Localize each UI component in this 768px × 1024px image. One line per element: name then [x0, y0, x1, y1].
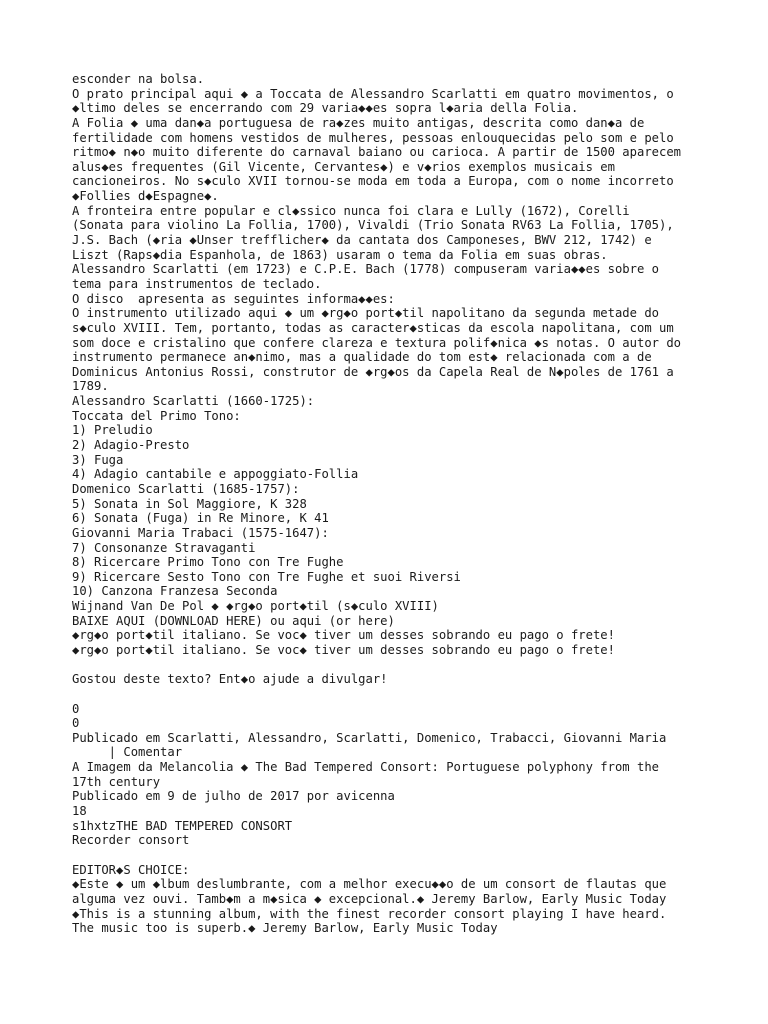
download-link-line[interactable]: BAIXE AQUI (DOWNLOAD HERE) ou aqui (or here) [72, 613, 395, 628]
text-line: Dominicus Antonius Rossi, construtor de ◆rg◆os da Capela Real de N◆poles de 1761 a [72, 364, 674, 379]
document-body [72, 72, 712, 936]
post-meta: Publicado em 9 de julho de 2017 por avicenna [72, 789, 395, 804]
text-line: Liszt (Raps◆dia Espanhola, de 1863) usaram o tema da Folia em suas obras. [72, 247, 608, 262]
text-line: 1789. [72, 379, 109, 394]
text-line: Domenico Scarlatti (1685-1757): [72, 481, 300, 496]
text-line: ◆Este ◆ um ◆lbum deslumbrante, com a melhor execu◆◆o de um consort de flautas que [72, 877, 667, 892]
text-line: ◆This is a stunning album, with the finest recorder consort playing I have heard. [72, 906, 667, 921]
text-line: Recorder consort [72, 833, 190, 848]
text-line: alguma vez ouvi. Tamb◆m a m◆sica ◆ excepcional.◆ Jeremy Barlow, Early Music Today [72, 891, 667, 906]
text-line: 3) Fuga [72, 452, 124, 467]
blank-line [72, 658, 712, 673]
text-line: fertilidade com homens vestidos de mulheres, pessoas enlouquecidas pelo som e pelo [72, 130, 674, 145]
text-line: esconder na bolsa. [72, 72, 205, 86]
text-line: ◆ltimo deles se encerrando com 29 varia◆◆es sopra l◆aria della Folia. [72, 101, 579, 116]
text-line: s1hxtzTHE BAD TEMPERED CONSORT [72, 818, 293, 833]
text-line: s◆culo XVIII. Tem, portanto, todas as caracter◆sticas da escola napolitana, com um [72, 320, 674, 335]
text-line: alus◆es frequentes (Gil Vicente, Cervantes◆) e v◆rios exemplos musicais em [72, 159, 615, 174]
text-line: 5) Sonata in Sol Maggiore, K 328 [72, 496, 307, 511]
text-line: Toccata del Primo Tono: [72, 408, 241, 423]
text-line: 4) Adagio cantabile e appoggiato-Follia [72, 467, 359, 482]
text-line: 1) Preludio [72, 423, 153, 438]
text-line: Wijnand Van De Pol ◆ ◆rg◆o port◆til (s◆culo XVIII) [72, 599, 439, 614]
text-line: Alessandro Scarlatti (em 1723) e C.P.E. Bach (1778) compuseram varia◆◆es sobre o [72, 262, 659, 277]
text-line: A Folia ◆ uma dan◆a portuguesa de ra◆zes muito antigas, descrita como dan◆a de [72, 115, 645, 130]
text-line: 9) Ricercare Sesto Tono con Tre Fughe et suoi Riversi [72, 569, 461, 584]
post-title[interactable]: 17th century [72, 774, 161, 789]
share-prompt: Gostou deste texto? Ent◆o ajude a divulgar! [72, 672, 388, 687]
text-line: cancioneiros. No s◆culo XVII tornou-se moda em toda a Europa, com o nome incorreto [72, 174, 674, 189]
text-line: The music too is superb.◆ Jeremy Barlow, Early Music Today [72, 921, 498, 936]
text-line: 6) Sonata (Fuga) in Re Minore, K 41 [72, 511, 329, 526]
text-line: ◆rg◆o port◆til italiano. Se voc◆ tiver um desses sobrando eu pago o frete! [72, 628, 615, 643]
text-line: A fronteira entre popular e cl◆ssico nunca foi clara e Lully (1672), Corelli [72, 203, 630, 218]
blank-line [72, 687, 712, 702]
text-line: 7) Consonanze Stravaganti [72, 540, 256, 555]
text-line: som doce e cristalino que confere clareza e textura polif◆nica ◆s notas. O autor do [72, 335, 682, 350]
text-line: Alessandro Scarlatti (1660-1725): [72, 394, 315, 409]
text-line: 10) Canzona Franzesa Seconda [72, 584, 278, 599]
text-line: ritmo◆ n◆o muito diferente do carnaval baiano ou carioca. A partir de 1500 aparecem [72, 145, 682, 160]
text-line: tema para instrumentos de teclado. [72, 276, 322, 291]
text-line: EDITOR◆S CHOICE: [72, 862, 190, 877]
text-line: ◆rg◆o port◆til italiano. Se voc◆ tiver um desses sobrando eu pago o frete! [72, 642, 615, 657]
share-count: 0 [72, 701, 80, 716]
blank-line [72, 848, 712, 863]
text-line: 2) Adagio-Presto [72, 438, 190, 453]
text-line: J.S. Bach (◆ria ◆Unser trefflicher◆ da cantata dos Camponeses, BWV 212, 1742) e [72, 233, 652, 248]
comment-link[interactable]: | Comentar [72, 745, 183, 760]
text-line: Giovanni Maria Trabaci (1575-1647): [72, 525, 329, 540]
text-line: O disco apresenta as seguintes informa◆◆es: [72, 291, 395, 306]
post-title[interactable]: A Imagem da Melancolia ◆ The Bad Tempered Consort: Portuguese polyphony from the [72, 760, 659, 775]
text-line: O instrumento utilizado aqui ◆ um ◆rg◆o port◆til napolitano da segunda metade do [72, 306, 659, 321]
text-line: O prato principal aqui ◆ a Toccata de Alessandro Scarlatti em quatro movimentos, o [72, 86, 674, 101]
share-count: 0 [72, 716, 80, 731]
text-line: 18 [72, 804, 87, 819]
text-line: instrumento permanece an◆nimo, mas a qualidade do tom est◆ relacionada com a de [72, 350, 652, 365]
post-categories[interactable]: Publicado em Scarlatti, Alessandro, Scarlatti, Domenico, Trabacci, Giovanni Maria [72, 730, 667, 745]
text-line: (Sonata para violino La Follia, 1700), Vivaldi (Trio Sonata RV63 La Follia, 1705), [72, 218, 674, 233]
text-line: ◆Follies d◆Espagne◆. [72, 189, 219, 204]
text-line: 8) Ricercare Primo Tono con Tre Fughe [72, 555, 344, 570]
